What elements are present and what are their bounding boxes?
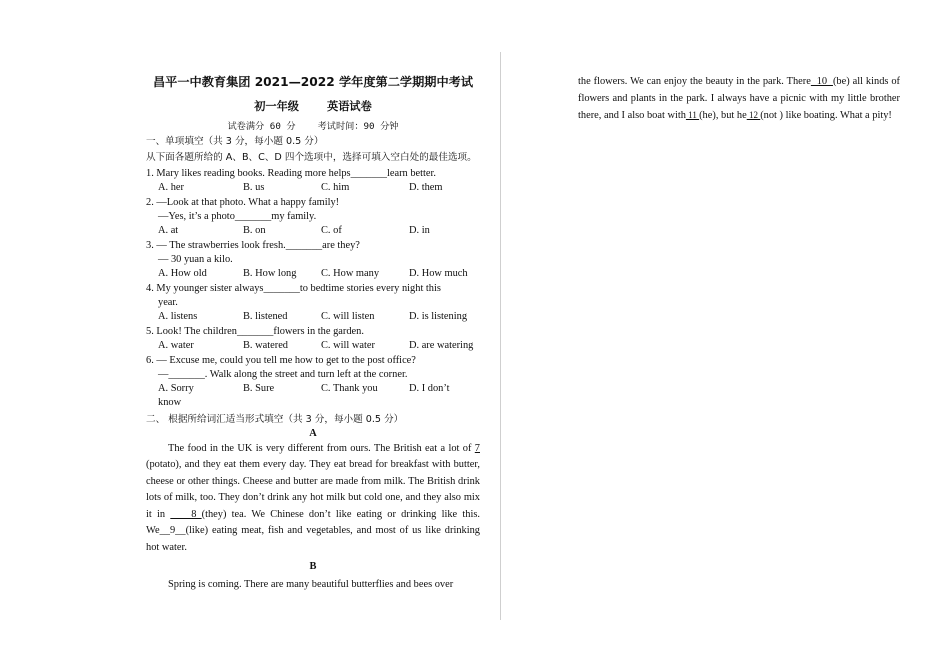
score-info: 试卷满分 60 分 xyxy=(227,121,296,132)
question-3 xyxy=(146,239,480,281)
question-2 xyxy=(146,196,480,238)
subject-label: 英语试卷 xyxy=(327,100,372,113)
passage-a-label: A xyxy=(309,427,317,439)
exam-subtitle xyxy=(146,100,480,114)
option-c: C. will water xyxy=(321,340,375,351)
passage-text: The food in the UK is very different from ours. The British eat a lot of xyxy=(168,442,475,454)
question-stem: 6. — Excuse me, could you tell me how to get to the post office? xyxy=(146,355,416,366)
blank-10: 10 xyxy=(810,76,833,87)
passage-text: (he), but he xyxy=(699,110,747,121)
option-c: C. will listen xyxy=(321,311,375,322)
options-row xyxy=(146,310,480,324)
grade-label: 初一年级 xyxy=(254,100,299,113)
blank-12: 12 xyxy=(746,110,761,120)
option-d: D. in xyxy=(409,225,430,236)
passage-b-label: B xyxy=(309,561,317,572)
section1-instruction: 从下面各题所给的 A、B、C、D 四个选项中，选择可填入空白处的最佳选项。 xyxy=(146,151,477,163)
passage-text: (like) eating meat, fish and vegetables, and most of us like drinking hot water. xyxy=(146,525,480,553)
passage-b-continued xyxy=(578,74,900,125)
column-divider xyxy=(500,52,501,620)
left-column xyxy=(146,74,480,594)
option-b: B. watered xyxy=(243,340,289,351)
question-stem: 3. — The strawberries look fresh._______are they? xyxy=(146,240,360,251)
section2-heading: 二、 根据所给词汇适当形式填空（共 3 分，每小题 0.5 分） xyxy=(146,414,404,425)
options-row xyxy=(146,382,480,396)
options-row xyxy=(146,339,480,353)
blank-11: 11 xyxy=(685,110,700,120)
question-stem: 5. Look! The children_______flowers in the garden. xyxy=(146,326,364,337)
option-c: C. of xyxy=(321,225,342,236)
option-d: D. them xyxy=(409,182,443,193)
option-b: B. listened xyxy=(243,311,288,322)
passage-b-start: Spring is coming. There are many beautiful butterflies and bees over xyxy=(168,579,454,590)
time-info: 考试时间：90 分钟 xyxy=(317,121,399,132)
option-b: B. us xyxy=(243,182,265,193)
question-4 xyxy=(146,282,480,324)
question-stem: 2. —Look at that photo. What a happy family! xyxy=(146,197,340,208)
question-5 xyxy=(146,325,480,353)
options-row xyxy=(146,224,480,238)
right-column xyxy=(578,74,900,125)
blank-9: __9__ xyxy=(159,525,186,536)
question-stem-cont: —Yes, it’s a photo_______my family. xyxy=(158,211,317,222)
passage-text: the flowers. We can enjoy the beauty in the park. There xyxy=(578,76,811,87)
question-stem-cont: —_______. Walk along the street and turn left at the corner. xyxy=(158,369,408,380)
exam-title: 昌平一中教育集团 2021—2022 学年度第二学期期中考试 xyxy=(152,75,474,89)
passage-text: (not ) like boating. What a pity! xyxy=(760,110,892,121)
blank-8: 8 xyxy=(170,508,202,520)
option-b: B. on xyxy=(243,225,266,236)
option-c: C. Thank you xyxy=(321,383,378,394)
option-d: D. I don’t xyxy=(409,383,450,394)
passage-a xyxy=(146,441,480,557)
option-a: A. at xyxy=(158,225,179,236)
option-a: A. How old xyxy=(158,268,207,279)
option-d: D. is listening xyxy=(409,311,468,322)
passage-text: (they) tea. We Chinese don’t like eating or drinking like this. We xyxy=(146,508,481,536)
option-a: A. Sorry xyxy=(158,383,194,394)
passage-text: (be) all kinds of flowers and plants in the park. I always have a picnic with my little brother there, and I also boat with xyxy=(578,76,901,121)
option-a: A. listens xyxy=(158,311,198,322)
option-d-wrap: know xyxy=(158,397,182,408)
option-c: C. him xyxy=(321,182,350,193)
passage-text: (potato), and they eat them every day. They eat bread for breakfast with butter, cheese or other things. Cheese and butter are made from milk. The British drink lots of milk, too. They don’t drink any hot milk but cold one, and they also mix it in xyxy=(146,459,480,520)
option-d: D. are watering xyxy=(409,340,474,351)
option-a: A. her xyxy=(158,182,184,193)
option-a: A. water xyxy=(158,340,194,351)
options-row xyxy=(146,181,480,195)
options-row xyxy=(146,267,480,281)
question-stem: 4. My younger sister always_______to bedtime stories every night this xyxy=(146,283,441,294)
question-stem: 1. Mary likes reading books. Reading more helps_______learn better. xyxy=(146,168,437,179)
option-b: B. How long xyxy=(243,268,297,279)
exam-meta xyxy=(146,120,480,133)
option-d: D. How much xyxy=(409,268,468,279)
option-b: B. Sure xyxy=(243,383,275,394)
question-stem-cont: — 30 yuan a kilo. xyxy=(158,254,233,265)
question-stem-cont: year. xyxy=(158,297,178,308)
option-c: C. How many xyxy=(321,268,380,279)
question-1 xyxy=(146,167,480,195)
question-6 xyxy=(146,354,480,410)
section1-heading: 一、单项填空（共 3 分，每小题 0.5 分） xyxy=(146,136,324,147)
blank-7: 7 xyxy=(474,442,480,454)
